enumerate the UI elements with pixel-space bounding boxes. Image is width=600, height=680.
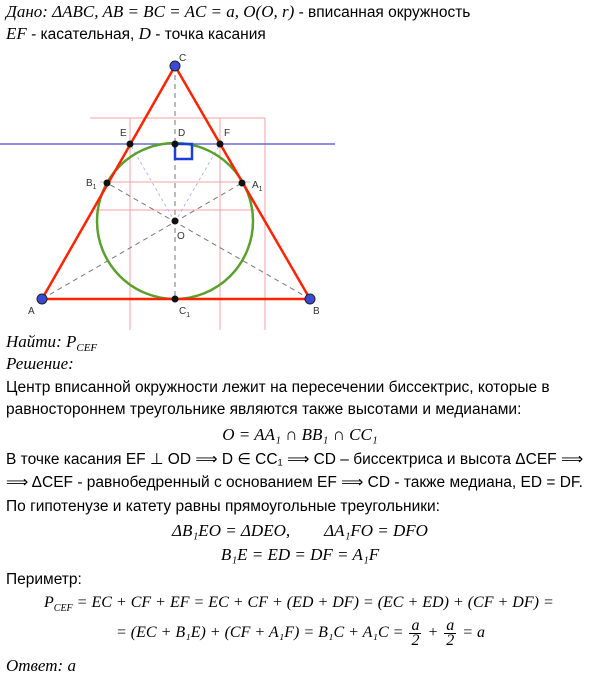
label-b: B: [313, 306, 320, 317]
given-text-1: - вписанная окружность: [294, 4, 471, 21]
para1-line1: Центр вписанной окружности лежит на пересечении биссектрис, которые в: [6, 379, 550, 396]
label-o: O: [177, 231, 185, 242]
given-label: Дано: [6, 2, 43, 21]
label-d: D: [178, 128, 186, 139]
fraction-1: $\frac{a}{2}$: [411, 616, 420, 649]
label-c1: $C_1$: [179, 306, 191, 319]
label-a: A: [28, 306, 35, 317]
para3: По гипотенузе и катету равны прямоугольные треугольники:: [6, 498, 440, 515]
given-line-2: [6, 24, 594, 45]
given-math: : ΔABC, AB = BC = AC = a, O(O, r): [42, 2, 295, 21]
vertex-a: [37, 294, 47, 304]
answer-label: Ответ: [6, 656, 58, 675]
equation-3: B₁E = ED = DF = A₁F: [220, 545, 380, 564]
solution-label: Решение:: [6, 354, 74, 373]
answer-math: : a: [57, 656, 76, 675]
given-line-1: [6, 2, 594, 23]
label-f: F: [224, 128, 231, 139]
find-math: : P: [56, 332, 77, 351]
eq4-rhs: = EC + CF + EF = EC + CF + (ED + DF) = (EC + ED) + (CF + DF) =: [72, 594, 554, 611]
given-math-ef: EF: [6, 24, 27, 43]
label-c: C: [179, 53, 187, 64]
para2-line1: В точке касания EF ⊥ OD ⟹ D ∈ CC₁ ⟹ CD – биссектриса и высота ΔCEF ⟹: [6, 451, 584, 468]
given-math-d: D: [138, 24, 151, 43]
points: [104, 141, 246, 303]
point-labels: [28, 53, 320, 319]
eq4-lhs: P: [44, 594, 54, 611]
equation-2: ΔB₁EO = ΔDEO, ΔA₁FO = DFO: [172, 521, 428, 540]
find-sub: CEF: [76, 342, 98, 355]
label-a1: $A_1$: [252, 180, 263, 193]
vertex-b: [305, 294, 315, 304]
equation-1: O = AA₁ ∩ BB₁ ∩ CC₁: [222, 425, 378, 444]
equation-4: [44, 593, 594, 619]
para1-line2: равностороннем треугольнике являются также высотами и медианами:: [6, 401, 522, 418]
find-label: Найти: [6, 332, 57, 351]
fraction-2: $\frac{a}{2}$: [446, 616, 455, 649]
eq4-sub: CEF: [53, 603, 73, 615]
given-text-2: - касательная,: [26, 26, 139, 43]
label-b1: $B_1$: [86, 178, 97, 191]
equation-5: = (EC + B₁E) + (CF + A₁F) = B₁C + A₁C = $\frac{a}{2}$ + $\frac{a}{2}$ = a: [116, 616, 486, 649]
given-text-3: - точка касания: [150, 26, 266, 43]
eq5-left: = (EC + B₁E) + (CF + A₁F) = B₁C + A₁C =: [116, 624, 404, 641]
geometry-figure: [0, 50, 600, 340]
perimeter-label: Периметр:: [6, 571, 82, 588]
para2-line2: ⟹ ΔCEF - равнобедренный с основанием EF ⟹ CD - также медиана, ED = DF.: [6, 474, 583, 491]
answer-line: [6, 656, 594, 677]
label-e: E: [120, 128, 127, 139]
